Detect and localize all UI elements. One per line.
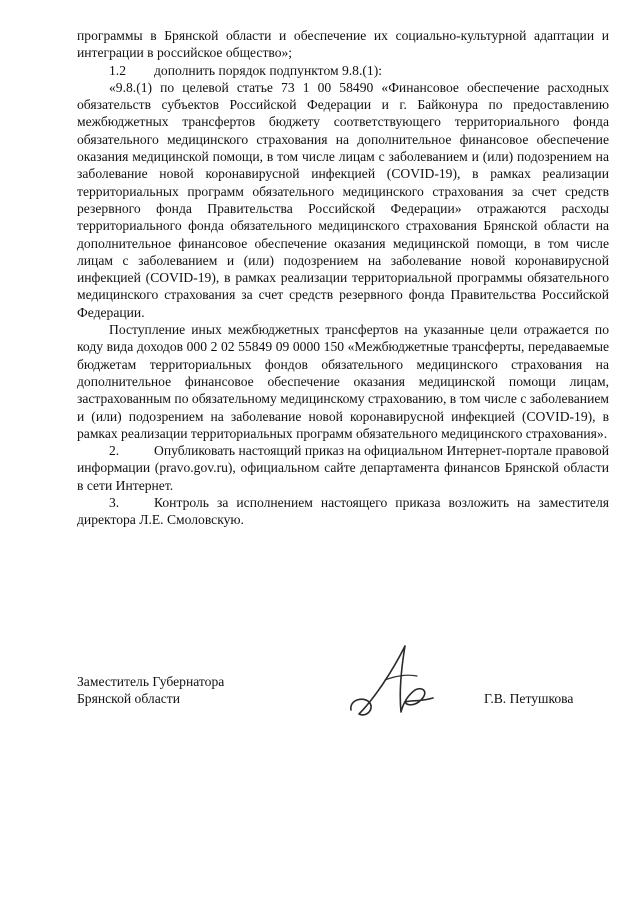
item-3-number: 3. [109,495,120,511]
subclause-9-8-1: «9.8.(1) по целевой статье 73 1 00 58490 «Финансовое обеспечение расходных обязательств субъектов Российской Федерации и г. Байконура по предоставлению межбюджетных трансфертов бюджету соответствующего территориального фонда обязательного медицинского страхования на дополнительное финансовое обеспечение оказания медицинской помощи, в том числе лицам с заболеванием и (или) подозрением на заболевание новой коронавирусной инфекцией (COVID-19), в рамках реализации территориальных программ обязательного медицинского страхования за счет средств резервного фонда Правительства Российской Федерации» отражаются расходы территориального фонда обязательного медицинского страхования Брянской области на дополнительное финансовое обеспечение оказания медицинской помощи, в том числе лицам с заболеванием и (или) подозрением на заболевание новой коронавирусной инфекцией (COVID-19), в рамках реализации территориальной программы обязательного медицинского страхования за счет средств резервного фонда Правительства Российской Федерации. [77,79,609,320]
revenue-paragraph: Поступление иных межбюджетных трансфертов на указанные цели отражается по коду вида доходов 000 2 02 55849 09 0000 150 «Межбюджетные трансферты, передаваемые бюджетам территориальных фондов обязательного медицинского страхования на дополнительное финансовое обеспечение оказания медицинской помощи лицам, застрахованным по обязательному медицинскому страхованию, в том числе с заболеванием и (или) подозрением на заболевание новой коронавирусной инфекцией (COVID-19), в рамках реализации территориальных программ обязательного медицинского страхования». [77,322,609,441]
position-line-1: Заместитель Губернатора [77,674,225,689]
position-line-2: Брянской области [77,691,180,707]
signatory-name: Г.В. Петушкова [484,691,574,706]
item-3 [77,494,609,529]
intro-paragraph: программы в Брянской области и обеспечение их социально-культурной адаптации и интеграции в российское общество»; [77,28,609,61]
signatory-position [77,673,297,708]
order-body [77,27,609,529]
item-1-2-number: 1.2 [109,62,126,78]
item-2 [77,442,609,494]
item-3-text: Контроль за исполнением настоящего приказа возложить на заместителя директора Л.Е. Смоловскую. [77,495,609,528]
item-1-2 [77,62,609,79]
item-2-text: Опубликовать настоящий приказ на официальном Интернет-портале правовой информации (pravo.gov.ru), официальном сайте департамента финансов Брянской области в сети Интернет. [77,443,609,493]
item-1-2-text: дополнить порядок подпунктом 9.8.(1): [154,62,383,78]
item-2-number: 2. [109,443,120,459]
handwritten-signature [345,640,435,730]
